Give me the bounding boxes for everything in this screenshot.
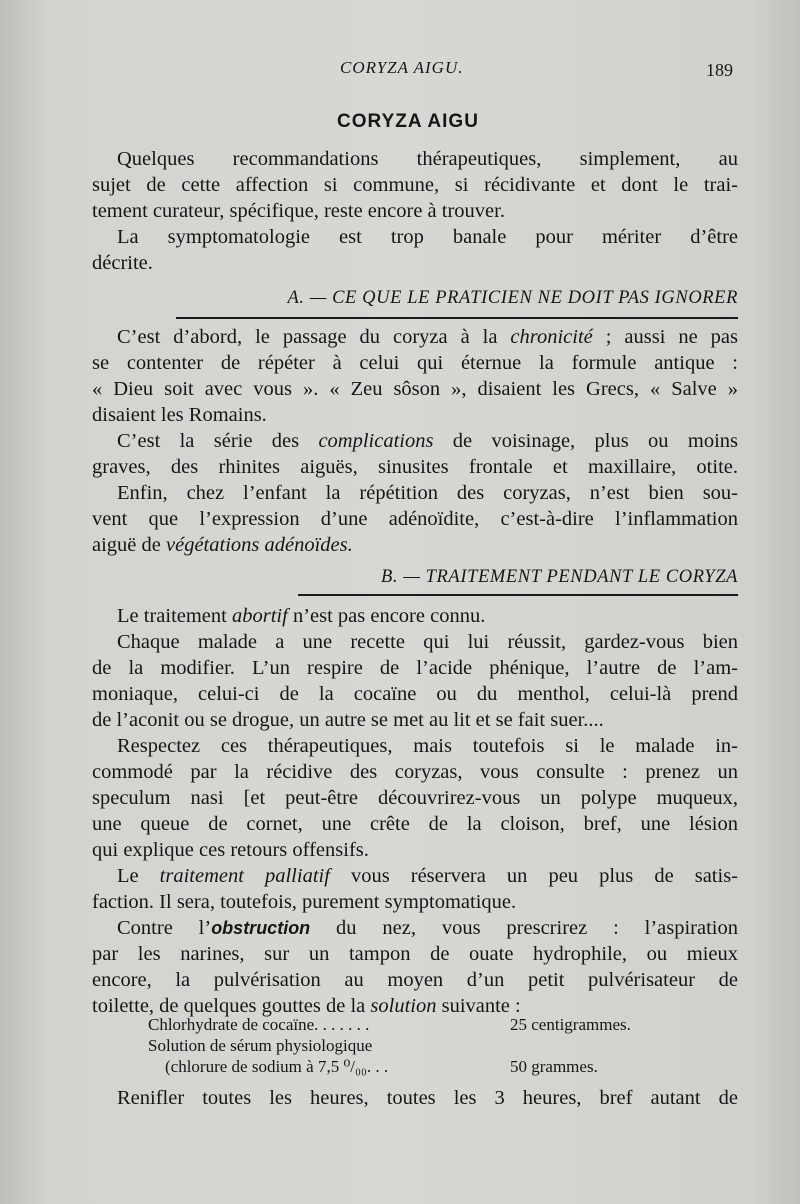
text-line: décrite. bbox=[92, 252, 153, 274]
text-line: de l’aconit ou se drogue, un autre se met au lit et se fait suer.... bbox=[92, 709, 604, 731]
text-line: Le traitement abortif n’est pas encore connu. bbox=[117, 605, 486, 627]
chapter-heading: CORYZA AIGU bbox=[337, 111, 479, 132]
text-line: de la modifier. L’un respire de l’acide phénique, l’autre de l’am- bbox=[92, 657, 738, 679]
text-line: une queue de cornet, une crête de la cloison, bref, une lésion bbox=[92, 813, 738, 835]
running-title: CORYZA AIGU. bbox=[340, 58, 464, 77]
formula-quantity: 25 centigrammes. bbox=[510, 1015, 631, 1034]
text-line: se contenter de répéter à celui qui éternue la formule antique : bbox=[92, 352, 738, 374]
intro-paragraphs bbox=[92, 146, 738, 276]
section-a-rule bbox=[176, 317, 738, 319]
text-line: Chaque malade a une recette qui lui réussit, gardez-vous bien bbox=[117, 631, 738, 653]
text-line: faction. Il sera, toutefois, purement symptomatique. bbox=[92, 891, 517, 913]
text-line: speculum nasi [et peut-être découvrirez-vous un polype muqueux, bbox=[92, 787, 738, 809]
section-b-rule bbox=[298, 594, 738, 596]
section-b-title: B. — TRAITEMENT PENDANT LE CORYZA bbox=[381, 567, 738, 587]
text-line: vent que l’expression d’une adénoïdite, c’est-à-dire l’inflammation bbox=[92, 508, 738, 530]
section-a-body bbox=[92, 324, 738, 558]
text-line: Contre l’obstruction du nez, vous prescrirez : l’aspiration bbox=[117, 917, 738, 939]
formula-row bbox=[148, 1056, 748, 1077]
running-head bbox=[0, 58, 800, 86]
text-line: qui explique ces retours offensifs. bbox=[92, 839, 369, 861]
text-line: « Dieu soit avec vous ». « Zeu sôson », disaient les Grecs, « Salve » bbox=[92, 378, 738, 400]
text-line: graves, des rhinites aiguës, sinusites frontale et maxillaire, otite. bbox=[92, 456, 738, 478]
text-line: aiguë de végétations adénoïdes. bbox=[92, 534, 353, 556]
section-b-body bbox=[92, 603, 738, 1019]
text-line: moniaque, celui-ci de la cocaïne ou du menthol, celui-là prend bbox=[92, 683, 738, 705]
prescription-formula bbox=[148, 1014, 748, 1077]
section-a-heading bbox=[0, 288, 800, 318]
text-line: Le traitement palliatif vous réservera un peu plus de satis- bbox=[117, 865, 738, 887]
text-line: par les narines, sur un tampon de ouate hydrophile, ou mieux bbox=[92, 943, 738, 965]
formula-quantity: 50 grammes. bbox=[510, 1057, 598, 1076]
closing-paragraph bbox=[92, 1085, 738, 1111]
text-line: Renifler toutes les heures, toutes les 3 heures, bref autant de bbox=[117, 1087, 738, 1109]
formula-row bbox=[148, 1014, 748, 1035]
text-line: encore, la pulvérisation au moyen d’un petit pulvérisateur de bbox=[92, 969, 738, 991]
formula-row bbox=[148, 1035, 748, 1056]
text-line: C’est la série des complications de voisinage, plus ou moins bbox=[117, 430, 738, 452]
text-line: Quelques recommandations thérapeutiques, simplement, au bbox=[117, 148, 738, 170]
text-line: C’est d’abord, le passage du coryza à la chronicité ; aussi ne pas bbox=[117, 326, 739, 348]
formula-ingredient: Solution de sérum physiologique bbox=[148, 1036, 373, 1055]
formula-ingredient: Chlorhydrate de cocaïne. . . . . . . bbox=[148, 1015, 370, 1034]
text-line: toilette, de quelques gouttes de la solution suivante : bbox=[92, 995, 521, 1017]
text-line: tement curateur, spécifique, reste encore à trouver. bbox=[92, 200, 505, 222]
text-line: Enfin, chez l’enfant la répétition des coryzas, n’est bien sou- bbox=[117, 482, 738, 504]
page-number: 189 bbox=[706, 60, 733, 80]
text-line: sujet de cette affection si commune, si récidivante et dont le trai- bbox=[92, 174, 738, 196]
text-line: La symptomatologie est trop banale pour mériter d’être bbox=[117, 226, 738, 248]
section-b-heading bbox=[0, 567, 800, 597]
text-line: commodé par la récidive des coryzas, vous consulte : prenez un bbox=[92, 761, 738, 783]
formula-ingredient: (chlorure de sodium à 7,5 ⁰/₀₀. . . bbox=[165, 1057, 389, 1076]
text-line: Respectez ces thérapeutiques, mais toutefois si le malade in- bbox=[117, 735, 738, 757]
section-a-title: A. — CE QUE LE PRATICIEN NE DOIT PAS IGNORER bbox=[287, 288, 738, 308]
text-line: disaient les Romains. bbox=[92, 404, 267, 426]
